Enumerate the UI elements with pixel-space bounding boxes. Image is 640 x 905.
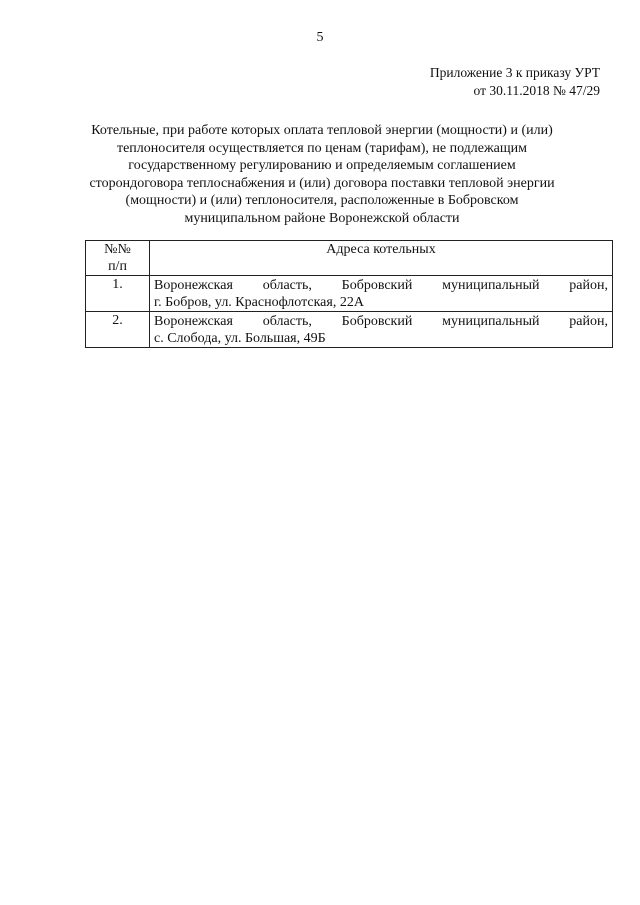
- column-header-address: Адреса котельных: [150, 241, 613, 276]
- table-row: [86, 276, 613, 312]
- row-number: 2.: [86, 312, 150, 348]
- table-header-row: [86, 241, 613, 276]
- title-line: теплоносителя осуществляется по ценам (тарифам), не подлежащим: [116, 140, 528, 156]
- title-line: (мощности) и (или) теплоносителя, расположенные в Бобровском: [125, 193, 519, 208]
- title-line: государственному регулированию и определяемым соглашением: [128, 158, 516, 173]
- title-line: муниципальном районе Воронежской области: [184, 210, 460, 226]
- title-line: сторондоговора теплоснабжения и (или) договора поставки тепловой энергии: [89, 175, 555, 191]
- address-line-2: с. Слобода, ул. Большая, 49Б: [154, 331, 326, 346]
- document-title: [80, 122, 564, 227]
- table-row: [86, 312, 613, 348]
- appendix-line-2: от 30.11.2018 № 47/29: [473, 83, 600, 98]
- column-header-number: [86, 241, 150, 276]
- boiler-addresses-table: [85, 240, 613, 348]
- appendix-reference: [430, 64, 600, 100]
- address-line-1: Воронежская область, Бобровский муниципальный район,: [154, 278, 608, 293]
- row-address: [150, 276, 613, 312]
- column-header-number-line-1: №№: [104, 242, 131, 257]
- address-line-1: Воронежская область, Бобровский муниципальный район,: [154, 314, 608, 329]
- appendix-line-1: Приложение 3 к приказу УРТ: [429, 65, 600, 80]
- address-line-2: г. Бобров, ул. Краснофлотская, 22А: [154, 295, 364, 310]
- title-line: Котельные, при работе которых оплата тепловой энергии (мощности) и (или): [91, 123, 553, 138]
- row-number: 1.: [86, 276, 150, 312]
- column-header-number-line-2: п/п: [108, 259, 127, 274]
- page-number: 5: [316, 30, 324, 45]
- row-address: [150, 312, 613, 348]
